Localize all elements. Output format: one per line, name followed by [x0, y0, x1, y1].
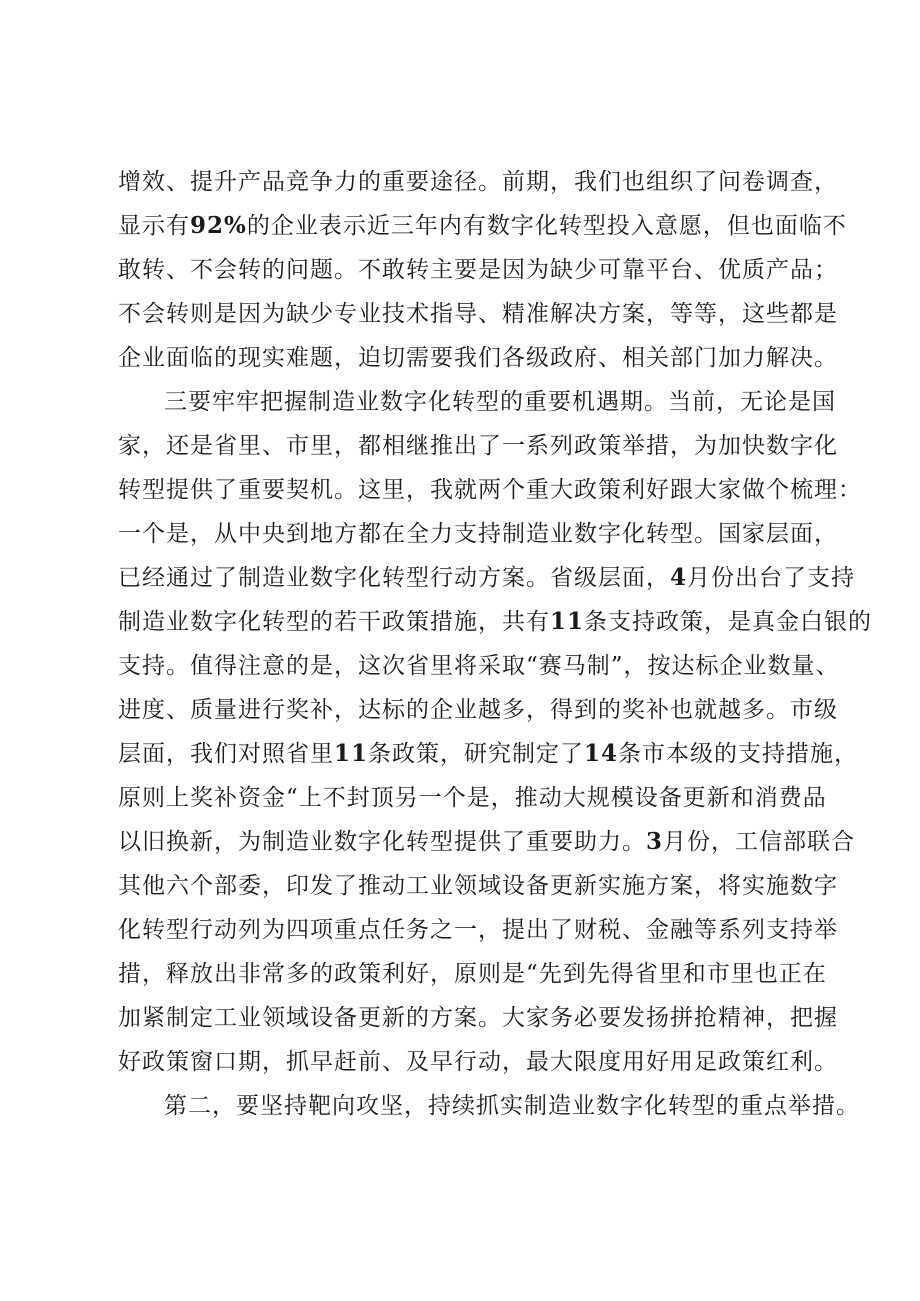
text-line: 化转型行动列为四项重点任务之一，提出了财税、金融等系列支持举: [118, 917, 838, 943]
text-line: 以旧换新，为制造业数字化转型提供了重要助力。3月份，工信部联合: [118, 828, 856, 855]
text-line: 企业面临的现实难题，迫切需要我们各级政府、相关部门加力解决。: [118, 345, 838, 371]
text-line: 支持。值得注意的是，这次省里将采取“赛马制”，按达标企业数量、: [118, 653, 840, 679]
paragraph-1: [118, 160, 847, 380]
body-text: [118, 160, 873, 1128]
text-line: 显示有92%的企业表示近三年内有数字化转型投入意愿，但也面临不: [118, 212, 847, 239]
text-line: 好政策窗口期，抓早赶前、及早行动，最大限度用好用足政策红利。: [118, 1049, 838, 1075]
text-line: 不会转则是因为缺少专业技术指导、精准解决方案，等等，这些都是: [118, 301, 838, 327]
text-line: 措，释放出非常多的政策利好，原则是“先到先得省里和市里也正在: [118, 961, 827, 987]
text-line: 增效、提升产品竞争力的重要途径。前期，我们也组织了问卷调查，: [118, 169, 838, 195]
paragraph-3: [118, 1084, 860, 1128]
text-line: 一个是，从中央到地方都在全力支持制造业数字化转型。国家层面，: [118, 521, 838, 547]
text-line: 三要牢牢把握制造业数字化转型的重要机遇期。当前，无论是国: [164, 389, 836, 415]
text-line: 已经通过了制造业数字化转型行动方案。省级层面，4月份出台了支持: [118, 564, 856, 591]
text-line: 家，还是省里、市里，都相继推出了一系列政策举措，为加快数字化: [118, 433, 838, 459]
text-line: 转型提供了重要契机。这里，我就两个重大政策利好跟大家做个梳理：: [118, 477, 862, 503]
paragraph-2: [118, 380, 873, 1084]
text-line: 敢转、不会转的问题。不敢转主要是因为缺少可靠平台、优质产品；: [118, 257, 838, 283]
text-line: 原则上奖补资金“上不封顶另一个是，推动大规模设备更新和消费品: [118, 785, 827, 811]
text-line: 其他六个部委，印发了推动工业领域设备更新实施方案，将实施数字: [118, 873, 838, 899]
text-line: 层面，我们对照省里11条政策，研究制定了14条市本级的支持措施，: [118, 740, 859, 767]
text-line: 加紧制定工业领域设备更新的方案。大家务必要发扬拼抢精神，把握: [118, 1005, 838, 1031]
text-line: 进度、质量进行奖补，达标的企业越多，得到的奖补也就越多。市级: [118, 697, 838, 723]
text-line: 第二，要坚持靶向攻坚，持续抓实制造业数字化转型的重点举措。: [164, 1093, 860, 1119]
text-line: 制造业数字化转型的若干政策措施，共有11条支持政策，是真金白银的: [118, 608, 873, 635]
